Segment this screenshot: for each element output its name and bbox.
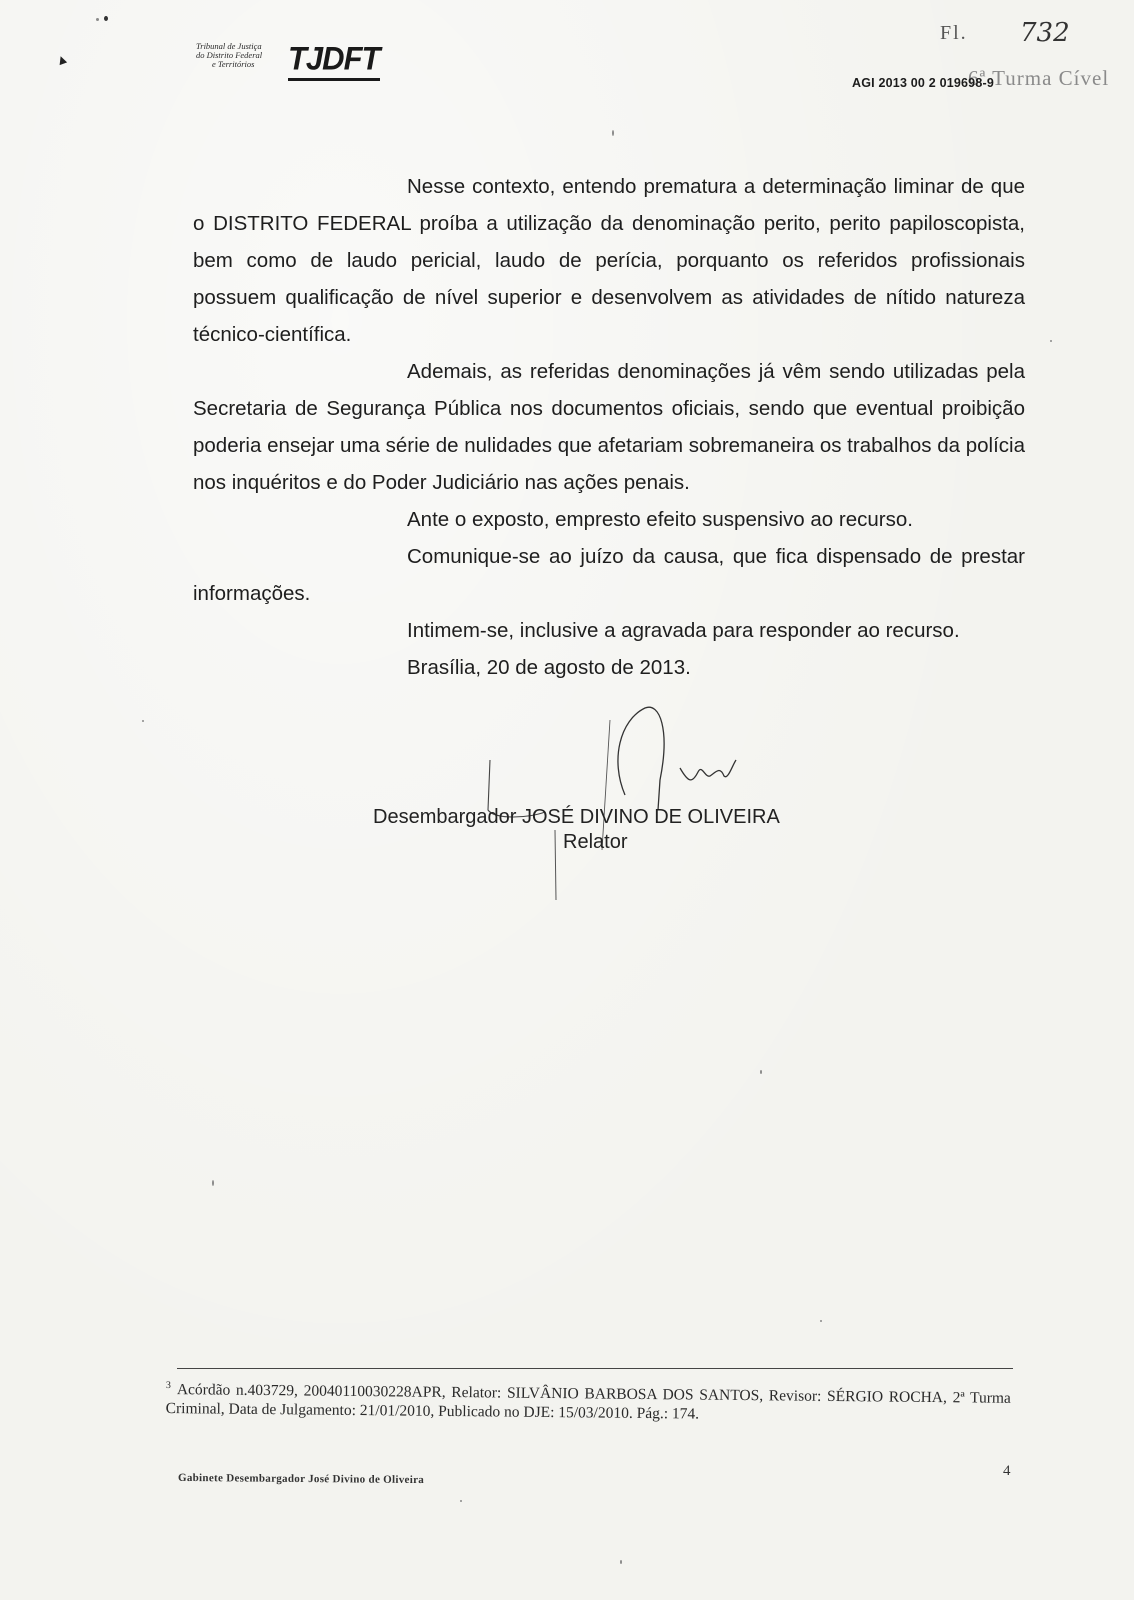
logo-underline — [288, 78, 380, 81]
footnote-text: Acórdão n.403729, 20040110030228APR, Relator: SILVÂNIO BARBOSA DOS SANTOS, Revisor: SÉRGIO ROCHA, 2ª Turma Criminal, Data de Julgamento: 21/01/2010, Publicado no DJE: 15/03/2010. Pág.: 174. — [165, 1381, 1011, 1423]
folio-label: Fl. — [940, 22, 968, 44]
case-number: AGI 2013 00 2 019698-9 — [852, 76, 995, 90]
footnote-marker: 3 — [165, 1380, 171, 1392]
handwritten-signature-icon — [370, 700, 870, 900]
institution-name — [196, 42, 288, 69]
court-logo: TJDFT — [288, 40, 380, 77]
turma-stamp: 6ª Turma Cível — [968, 66, 1110, 90]
folio-number: 732 — [1020, 18, 1070, 48]
signatory-name: Desembargador JOSÉ DIVINO DE OLIVEIRA — [373, 806, 780, 828]
signature-area — [370, 700, 870, 900]
paragraph-ademais: Ademais, as referidas denominações já vêm sendo utilizadas pela Secretaria de Segurança Pública nos documentos oficiais, sendo que eventual proibição poderia ensejar uma série de nulidades que afetariam sobremaneira os trabalhos da polícia nos inquéritos e do Poder Judiciário nas ações penais. — [193, 360, 1025, 494]
paragraph-context: Nesse contexto, entendo prematura a determinação liminar de que o DISTRITO FEDERAL proíba a utilização da denominação perito, perito papiloscopista, bem como de laudo pericial, laudo de perícia, porquanto os referidos profissionais possuem qualificação de nível superior e desenvolvem as atividades de nítido natureza técnico-científica. — [193, 175, 1025, 346]
institution-line-3: e Territórios — [212, 59, 255, 69]
institution-line-1: Tribunal de Justiça — [196, 41, 262, 51]
office-footer: Gabinete Desembargador José Divino de Oliveira — [177, 1471, 425, 1487]
decision-body — [193, 168, 1025, 686]
footnote-divider — [177, 1368, 1013, 1369]
footnote — [166, 1380, 1011, 1427]
institution-line-2: do Distrito Federal — [196, 50, 263, 60]
signatory-role: Relator — [563, 831, 628, 853]
page-number: 4 — [1003, 1463, 1011, 1479]
letterhead — [196, 42, 396, 92]
scan-mark-icon — [57, 55, 67, 65]
paragraph-exposto: Ante o exposto, empresto efeito suspensivo ao recurso. — [407, 508, 913, 531]
date-line: Brasília, 20 de agosto de 2013. — [407, 656, 691, 679]
paragraph-comunique: Comunique-se ao juízo da causa, que fica dispensado de prestar informações. — [193, 545, 1025, 605]
scan-dot-icon — [104, 16, 108, 21]
paragraph-intimem: Intimem-se, inclusive a agravada para responder ao recurso. — [407, 619, 960, 642]
